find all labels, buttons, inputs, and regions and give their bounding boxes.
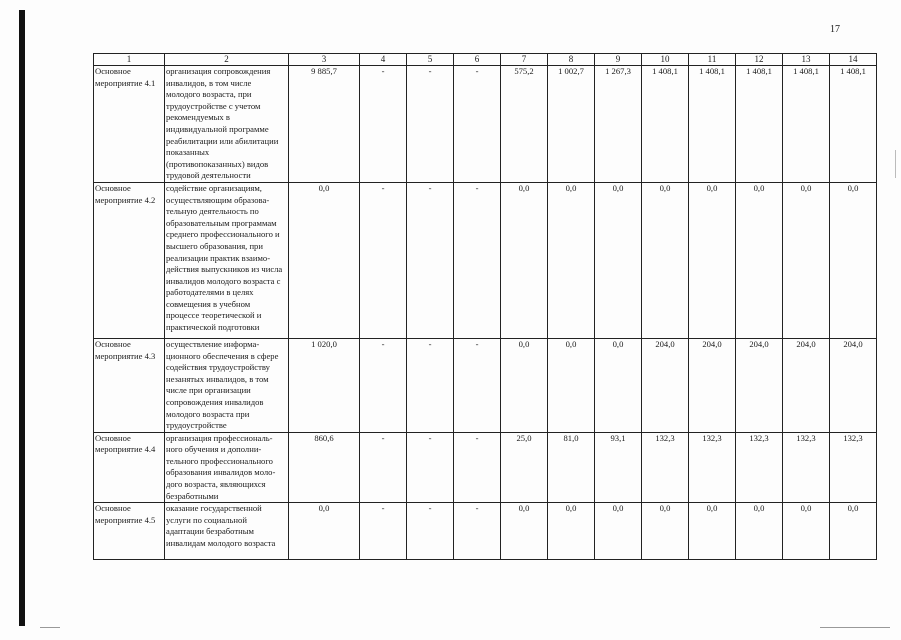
column-header: 3 [289,54,360,66]
value-cell: 0,0 [783,182,830,338]
value-cell: 1 408,1 [642,66,689,183]
value-cell: 204,0 [830,338,877,432]
value-cell: 93,1 [595,432,642,503]
value-cell: 0,0 [501,503,548,560]
value-cell: - [407,182,454,338]
value-cell: 132,3 [783,432,830,503]
value-cell: 0,0 [595,338,642,432]
value-cell: - [454,66,501,183]
value-cell: - [360,182,407,338]
value-cell: - [407,66,454,183]
value-cell: 0,0 [830,182,877,338]
column-header: 7 [501,54,548,66]
value-cell: 132,3 [689,432,736,503]
value-cell: 0,0 [736,503,783,560]
value-cell: 204,0 [642,338,689,432]
value-cell: 0,0 [689,182,736,338]
value-cell: 0,0 [689,503,736,560]
column-header: 5 [407,54,454,66]
activity-description: оказание государственной услуги по социальной адаптации безработным инвалидам молодого возраста [165,503,289,560]
scan-mark [895,150,896,178]
value-cell: 1 408,1 [783,66,830,183]
value-cell: - [360,503,407,560]
activity-name: Основное мероприятие 4.5 [94,503,165,560]
activity-name: Основное мероприятие 4.3 [94,338,165,432]
value-cell: 204,0 [689,338,736,432]
value-cell: 0,0 [783,503,830,560]
value-cell: 0,0 [642,503,689,560]
value-cell: - [360,432,407,503]
total-cell: 1 020,0 [289,338,360,432]
value-cell: 1 408,1 [830,66,877,183]
column-header: 13 [783,54,830,66]
total-cell: 860,6 [289,432,360,503]
activity-name: Основное мероприятие 4.2 [94,182,165,338]
table-row [94,338,877,432]
activity-description: организация профессиональ- ного обучения и дополни- тельного профессионального образования инвалидов моло- дого возраста, являющихся безработными [165,432,289,503]
scan-edge-bar [19,10,25,626]
column-header: 1 [94,54,165,66]
total-cell: 0,0 [289,182,360,338]
budget-table [93,53,877,560]
value-cell: - [407,432,454,503]
value-cell: 132,3 [642,432,689,503]
value-cell: - [360,66,407,183]
value-cell: 1 267,3 [595,66,642,183]
value-cell: 204,0 [736,338,783,432]
value-cell: 1 408,1 [736,66,783,183]
table-row [94,432,877,503]
activity-description: организация сопровождения инвалидов, в том числе молодого возраста, при трудоустройстве с учетом рекомендуемых в индивидуальной программе реабилитации или абилитации показанных (противопоказанных) видов трудовой деятельности [165,66,289,183]
column-header: 6 [454,54,501,66]
activity-name: Основное мероприятие 4.1 [94,66,165,183]
value-cell: 575,2 [501,66,548,183]
value-cell: - [407,503,454,560]
value-cell: 0,0 [642,182,689,338]
column-header: 4 [360,54,407,66]
column-header: 9 [595,54,642,66]
column-header: 11 [689,54,736,66]
value-cell: - [454,503,501,560]
value-cell: 204,0 [783,338,830,432]
value-cell: 0,0 [501,182,548,338]
value-cell: 0,0 [595,182,642,338]
table-row [94,66,877,183]
activity-name: Основное мероприятие 4.4 [94,432,165,503]
value-cell: 25,0 [501,432,548,503]
value-cell: 0,0 [595,503,642,560]
header-row [94,54,877,66]
page-number: 17 [830,24,840,35]
column-header: 2 [165,54,289,66]
column-header: 14 [830,54,877,66]
value-cell: - [454,338,501,432]
value-cell: 132,3 [830,432,877,503]
value-cell: - [454,182,501,338]
scan-mark [820,627,890,628]
scan-mark [40,627,60,628]
value-cell: 0,0 [830,503,877,560]
column-header: 8 [548,54,595,66]
value-cell: - [360,338,407,432]
activity-description: осуществление информа- ционного обеспечения в сфере содействия трудоустройству незанятых инвалидов, в том числе при организации сопровождения инвалидов молодого возраста при трудоустройстве [165,338,289,432]
value-cell: 132,3 [736,432,783,503]
total-cell: 0,0 [289,503,360,560]
value-cell: 1 408,1 [689,66,736,183]
value-cell: 0,0 [548,503,595,560]
table-row [94,503,877,560]
value-cell: 0,0 [548,338,595,432]
total-cell: 9 885,7 [289,66,360,183]
activity-description: содействие организациям, осуществляющим образова- тельную деятельность по образовательным программам среднего профессионального и высшего образования, при реализации практик взаимо- действия выпускников из числа инвалидов молодого возраста с работодателями в целях совмещения в учебном процессе теоретической и практической подготовки [165,182,289,338]
value-cell: 81,0 [548,432,595,503]
column-header: 10 [642,54,689,66]
table-row [94,182,877,338]
value-cell: 0,0 [736,182,783,338]
value-cell: 0,0 [501,338,548,432]
value-cell: 0,0 [548,182,595,338]
value-cell: - [407,338,454,432]
value-cell: - [454,432,501,503]
value-cell: 1 002,7 [548,66,595,183]
column-header: 12 [736,54,783,66]
